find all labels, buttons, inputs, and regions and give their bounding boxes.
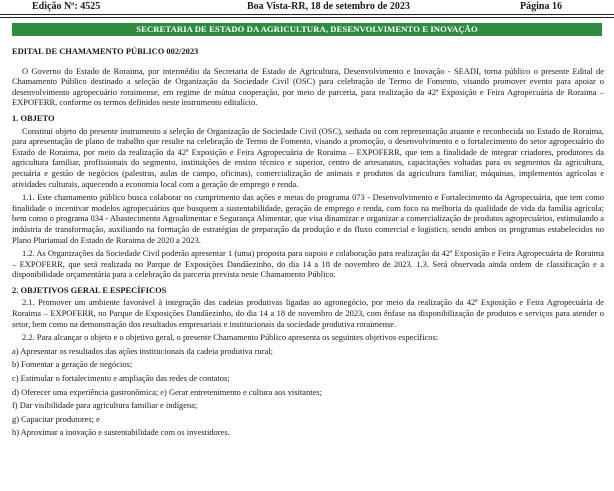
item-2-1-paragraph: 2.1. Promover um ambiente favorável à integração das cadeias produtivas ligadas ao agronegócio, por meio da realização da 42ª Exposição e Feira Agropecuária de Roraima – EXPOFERR, no Parque de Exposições Dandãezinho, do dia 14 a 18 de novembro de 2023, com ênfase na disponibilização de produtos e serviços para atender o setor, bem como na demonstração dos resultados empresariais e institucionais da sociedade produtiva roraimense. <box>12 297 604 329</box>
publication-place-date: Boa Vista-RR, 18 de setembro de 2023 <box>247 1 410 12</box>
gazette-header <box>0 0 614 14</box>
section-heading-objetivos: 2. OBJETIVOS GERAL E ESPECÍFICOS <box>12 284 167 295</box>
item-2-2-paragraph: 2.2. Para alcançar o objeto e o objetivo geral, o presente Chamamento Público apresenta os seguintes objetivos específicos: <box>22 332 439 343</box>
objective-item: f) Dar visibilidade para agricultura familiar e indígena; <box>12 400 198 411</box>
header-top-rule <box>0 14 614 15</box>
section-heading-objeto: 1. OBJETO <box>12 112 55 123</box>
page-number: Página 16 <box>520 1 562 12</box>
header-bottom-rule <box>0 17 614 18</box>
edital-body <box>12 42 604 438</box>
section-banner: SECRETARIA DE ESTADO DA AGRICULTURA, DESENVOLVIMENTO E INOVAÇÃO <box>12 23 602 36</box>
edital-title: EDITAL DE CHAMAMENTO PÚBLICO 002/2023 <box>12 46 199 56</box>
objective-item: b) Fomentar a geração de negócios; <box>12 359 133 370</box>
objective-item: h) Aproximar a inovação e sustentabilidade com os investidores. <box>12 427 230 438</box>
item-1-2-paragraph: 1.2. As Organizações da Sociedade Civil poderão apresentar 1 (uma) proposta para oapoio e colaboração para realização da 42ª Exposição e Feira Agropecuária de Roraima – EXPOFERR, que será realizada no Parque de Exposições Dandãezinho, do dia 14 a 18 de novembro de 2023. 1.3. Será observada ainda ordem de classificação e a disponibilidade orçamentária para a celebração da parceria prevista neste Chamamento Público. <box>12 248 604 280</box>
objective-item: a) Apresentar os resultados das ações institucionais da cadeia produtiva rural; <box>12 345 274 356</box>
objective-item: g) Capacitar produtores; e <box>12 413 100 424</box>
objective-item: c) Estimular o fortalecimento e ampliação das redes de contatos; <box>12 373 230 384</box>
objective-item: d) Oferecer uma experiência gastronômica; e) Gerar entretenimento e cultura aos visitantes; <box>12 386 322 397</box>
item-1-1-paragraph: 1.1. Este chamamento público busca colaborar no cumprimento das ações e metas do programa 073 - Desenvolvimento e Fortalecimento da Agropecuária, que tem como finalidade o incentivar modelos agropecuários que busquem a sustentabilidade, geração de emprego e renda, com foco na melhoria da qualidade de vida da família agrícola; bem como o programa 034 - Abastecimento Agroalimentar e Segurança Alimentar, que visa dinamizar e organizar a comercialização de produtos agropecuários, estimulando a indústria de transformação, auxiliando na formação de estratégias de preparação da produção e do fluxo comercial e logístico, sendo ambos os programas estabelecidos no Plano Plurianual do Estado de Roraima de 2020 a 2023. <box>12 192 604 245</box>
edition-number: Edição Nº: 4525 <box>32 1 101 12</box>
objeto-paragraph: Constitui objeto do presente instrumento a seleção de Organização de Sociedade Civil (OSC), sediada ou com representação atuante e reconhecida no Estado de Roraima, para apresentação de plano de trabalho que resulte na celebração de Termo de Fomento, visando a promoção, o desenvolvimento e o fortalecimento do setor agropecuário do Estado de Roraima, por meio da realização da 42ª Exposição e Feira Agropecuária de Roraima – EXPOFERR, que tem a finalidade de integrar criadores, produtores da agricultura familiar, profissionais do segmento, instituições de ensino técnico e superior, centro de artesanatos, capacitações voltadas para os segmentos da agricultura, pecuária e gestão de negócios (palestras, aulas de campo, oficinas), comercialização de animais e produtos da agricultura familiar, máquinas, implementos agrícolas e atividades culturais, aquecendo a economia local com a geração de emprego e renda. <box>12 125 604 189</box>
intro-paragraph: O Governo do Estado de Roraima, por intermédio da Secretaria de Estado de Agricultura, Desenvolvimento e Inovação - SEADI, torna público o presente Edital de Chamamento Público destinado a seleção de Organização da Sociedade Civil (OSC) para celebração de Termo de Fomento, visando promover evento para apoiar o desenvolvimento agropecuário roraimense, em regime de mútua cooperação, por meio de parceria, para realização da 42ª Exposição e Feira Agropecuária de Roraima – EXPOFERR, conforme os termos definidos neste instrumento editalício. <box>12 65 604 108</box>
